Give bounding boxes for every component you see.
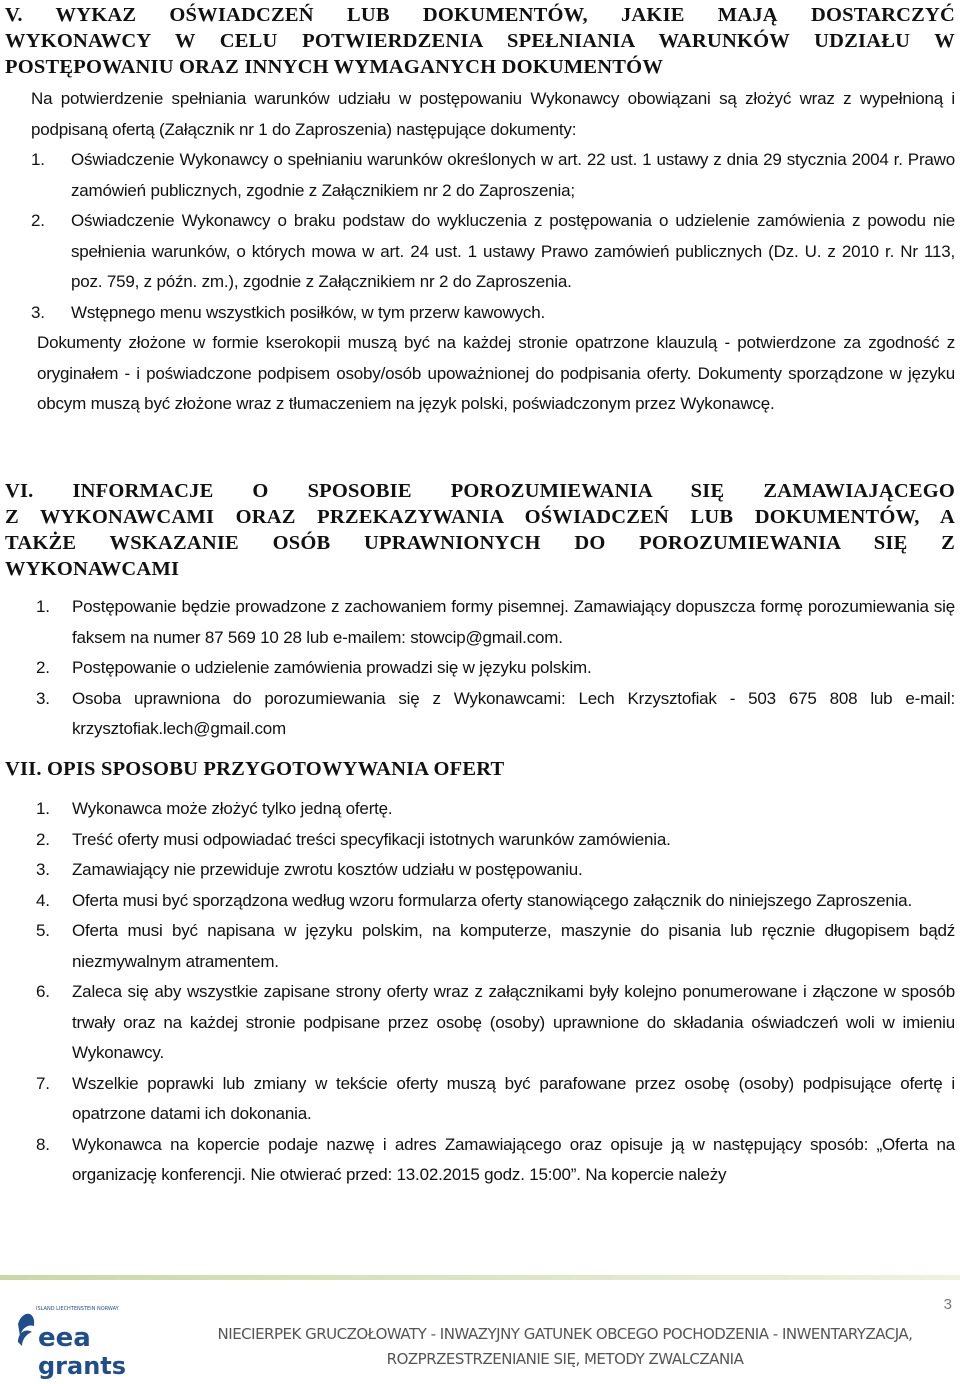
page-number: 3 xyxy=(943,1296,952,1313)
section-v-heading-line-2: WYKONAWCY W CELU POTWIERDZENIA SPEŁNIANIA WARUNKÓW UDZIAŁU W xyxy=(5,30,955,52)
list-item xyxy=(5,653,955,684)
logo-small-text: ISLAND LIECHTENSTEIN NORWAY xyxy=(36,1306,119,1312)
list-item-number: 7. xyxy=(36,1073,50,1093)
list-item-text: Wykonawca na kopercie podaje nazwę i adres Zamawiającego oraz opisuje ją w następujący sposób: „Oferta na organizację konferencji. Nie otwierać przed: 13.02.2015 godz. 15:00”. Na kopercie należy xyxy=(72,1134,955,1184)
section-vii-heading: VII. OPIS SPOSOBU PRZYGOTOWYWANIA OFERT xyxy=(5,758,505,780)
list-item-text: Postępowanie o udzielenie zamówienia prowadzi się w języku polskim. xyxy=(72,658,592,677)
list-item-number: 3. xyxy=(36,860,50,879)
section-v-list xyxy=(5,145,955,328)
list-item-text: Wykonawca może złożyć tylko jedną ofertę. xyxy=(72,799,393,818)
list-item-text: Postępowanie będzie prowadzone z zachowaniem formy pisemnej. Zamawiający dopuszcza formę porozumiewania się faksem na numer 87 569 10 28 lub e-mailem: stowcip@gmail.com. xyxy=(72,597,955,647)
list-item-number: 1. xyxy=(36,597,50,616)
section-vi xyxy=(5,478,955,745)
list-item-number: 3. xyxy=(36,688,50,708)
list-item-number: 5. xyxy=(36,921,50,940)
section-vii xyxy=(5,756,955,1191)
section-v-intro: Na potwierdzenie spełniania warunków udziału w postępowaniu Wykonawcy obowiązani są złożyć wraz z wypełnioną i podpisaną ofertą (Załącznik nr 1 do Zaproszenia) następujące dokumenty: xyxy=(31,89,955,139)
list-item-text: Osoba uprawniona do porozumiewania się z Wykonawcami: Lech Krzysztofiak - 503 675 808 lub e-mail: krzysztofiak.lech@gmail.com xyxy=(72,688,955,738)
list-item-number: 8. xyxy=(36,1134,50,1154)
footer-text xyxy=(180,1322,950,1372)
section-vi-heading-line-1: VI. INFORMACJE O SPOSOBIE POROZUMIEWANIA SIĘ ZAMAWIAJĄCEGO xyxy=(5,480,955,502)
documents-note: Dokumenty złożone w formie kserokopii muszą być na każdej stronie opatrzone klauzulą - potwierdzone za zgodność z oryginałem - i poświadczone podpisem osoby/osób upoważnionej do podpisania oferty. Dokumenty sporządzone w języku obcym muszą być złożone wraz z tłumaczeniem na język polski, poświadczonym przez Wykonawcę. xyxy=(37,333,955,413)
list-item-number: 4. xyxy=(36,890,50,910)
list-item-text: Wszelkie poprawki lub zmiany w tekście oferty muszą być parafowane przez osobę (osoby) podpisujące ofertę i opatrzone datami ich dokonania. xyxy=(72,1073,955,1123)
list-item xyxy=(5,206,955,298)
list-item-text: Oświadczenie Wykonawcy o spełnianiu warunków określonych w art. 22 ust. 1 ustawy z dnia 29 stycznia 2004 r. Prawo zamówień publicznych, zgodnie z Załącznikiem nr 2 do Zaproszenia; xyxy=(71,150,955,200)
list-item xyxy=(5,145,955,206)
footer-divider xyxy=(0,1275,960,1280)
section-vi-list xyxy=(5,592,955,745)
list-item-text: Treść oferty musi odpowiadać treści specyfikacji istotnych warunków zamówienia. xyxy=(72,829,671,849)
list-item xyxy=(5,977,955,1069)
list-item-text: Oświadczenie Wykonawcy o braku podstaw do wykluczenia z postępowania o udzielenie zamówienia z powodu nie spełnienia warunków, o których mowa w art. 24 ust. 1 ustawy Prawo zamówień publicznych (Dz. U. z 2010 r. Nr 113, poz. 759, z późn. zm.), zgodnie z Załącznikiem nr 2 do Zaproszenia. xyxy=(71,211,955,291)
list-item-text: Oferta musi być napisana w języku polskim, na komputerze, maszynie do pisania lub ręcznie długopisem bądź niezmywalnym atramentem. xyxy=(72,921,955,971)
section-vi-heading-line-3: TAKŻE WSKAZANIE OSÓB UPRAWNIONYCH DO POROZUMIEWANIA SIĘ Z xyxy=(5,532,955,554)
list-item-number: 3. xyxy=(31,302,45,322)
list-item xyxy=(5,794,955,825)
list-item-number: 1. xyxy=(31,150,45,169)
list-item-text: Oferta musi być sporządzona według wzoru formularza oferty stanowiącego załącznik do niniejszego Zaproszenia. xyxy=(72,890,912,910)
list-item xyxy=(5,886,955,917)
list-item xyxy=(5,916,955,977)
section-v-heading-line-3: POSTĘPOWANIU ORAZ INNYCH WYMAGANYCH DOKUMENTÓW xyxy=(5,56,664,78)
section-vi-heading-line-2: Z WYKONAWCAMI ORAZ PRZEKAZYWANIA OŚWIADCZEŃ LUB DOKUMENTÓW, A xyxy=(5,506,955,528)
section-v-heading-line-1: V. WYKAZ OŚWIADCZEŃ LUB DOKUMENTÓW, JAKIE MAJĄ DOSTARCZYĆ xyxy=(5,4,955,26)
list-item-text: Zamawiający nie przewiduje zwrotu kosztów udziału w postępowaniu. xyxy=(72,860,583,879)
list-item-number: 1. xyxy=(36,799,50,818)
list-item-number: 2. xyxy=(31,211,45,230)
list-item-number: 6. xyxy=(36,982,50,1001)
footer-line-1: NIECIERPEK GRUCZOŁOWATY - INWAZYJNY GATUNEK OBCEGO POCHODZENIA - INWENTARYZACJA, xyxy=(217,1325,913,1343)
logo-word-grants: grants xyxy=(38,1352,127,1380)
list-item xyxy=(5,1130,955,1191)
list-item-text: Wstępnego menu wszystkich posiłków, w tym przerw kawowych. xyxy=(71,302,546,322)
list-item-number: 2. xyxy=(36,658,50,677)
footer-line-2: ROZPRZESTRZENIANIE SIĘ, METODY ZWALCZANIA xyxy=(386,1350,744,1368)
list-item xyxy=(5,298,955,329)
list-item xyxy=(5,825,955,856)
section-v xyxy=(5,2,955,420)
section-vii-list xyxy=(5,794,955,1191)
eea-grants-logo xyxy=(14,1302,127,1380)
list-item xyxy=(5,855,955,886)
list-item xyxy=(5,1069,955,1130)
list-item-number: 2. xyxy=(36,829,50,849)
section-vi-heading-line-4: WYKONAWCAMI xyxy=(5,558,180,580)
list-item xyxy=(5,684,955,745)
list-item-text: Zaleca się aby wszystkie zapisane strony oferty wraz z załącznikami były kolejno ponumerowane i złączone w sposób trwały oraz na każdej stronie podpisane przez osobę (osoby) uprawnione do składania oświadczeń woli w imieniu Wykonawcy. xyxy=(72,982,955,1062)
list-item xyxy=(5,592,955,653)
logo-word-eea: eea xyxy=(38,1323,91,1353)
